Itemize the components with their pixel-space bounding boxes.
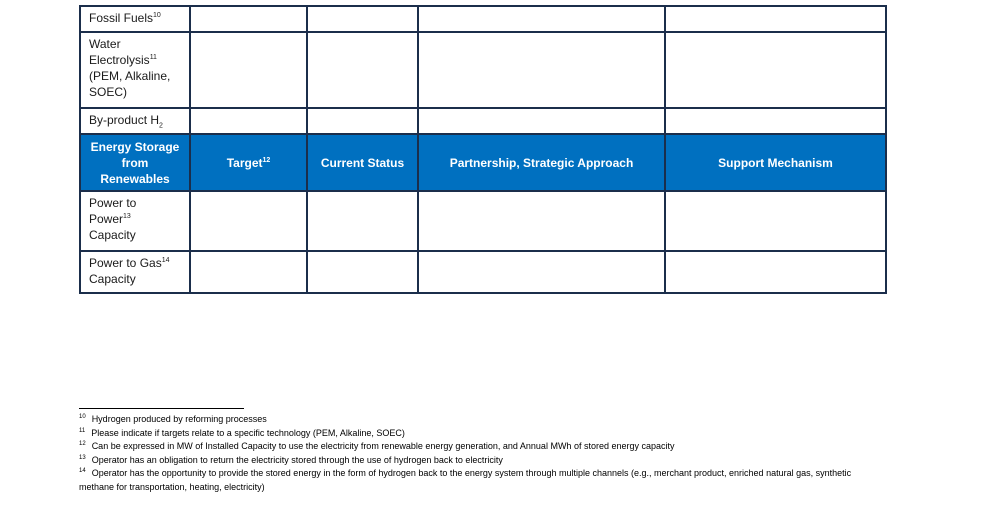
table-header-row	[80, 134, 886, 191]
row-label-water-electrolysis: Water Electrolysis$^{11}$ (PEM, Alkaline, SOEC)	[80, 32, 190, 108]
table-cell	[190, 191, 307, 251]
row-label-fossil-fuels: Fossil Fuels$^{10}$	[80, 6, 190, 32]
table-cell	[665, 32, 886, 108]
row-label-by-product-h2: By-product $H_2$	[80, 108, 190, 134]
table-cell	[190, 6, 307, 32]
footnote-12: $^{12}$ Can be expressed in MW of Installed Capacity to use the electricity from renewable energy generation, and Annual MWh of stored energy capacity	[79, 441, 675, 451]
table-row-water-electrolysis	[80, 32, 886, 108]
table-cell	[665, 6, 886, 32]
table-cell	[665, 251, 886, 293]
footnote-14: $^{14}$ Operator has the opportunity to provide the stored energy in the form of hydrogen back to the energy system through multiple channels (e.g., merchant product, enriched natural gas, synthetic methane for transportation, heating, electricity)	[79, 468, 852, 492]
table-row-power-to-gas	[80, 251, 886, 293]
footnotes	[79, 408, 879, 494]
table-cell	[190, 32, 307, 108]
table-row-fossil-fuels	[80, 6, 886, 32]
footnote-divider	[79, 408, 244, 409]
table-cell	[665, 108, 886, 134]
table-row-power-to-power	[80, 191, 886, 251]
table-cell	[307, 32, 418, 108]
row-label-power-to-power: Power to Power$^{13}$ Capacity	[80, 191, 190, 251]
table-cell	[307, 191, 418, 251]
header-partnership: Partnership, Strategic Approach	[418, 134, 665, 191]
table-cell	[418, 251, 665, 293]
hydrogen-targets-table	[79, 5, 887, 294]
footnote-11: $^{11}$ Please indicate if targets relate to a specific technology (PEM, Alkaline, SOEC)	[79, 427, 405, 438]
header-energy-storage: Energy Storage from Renewables	[80, 134, 190, 191]
header-current-status: Current Status	[307, 134, 418, 191]
table-cell	[418, 32, 665, 108]
table-cell	[307, 6, 418, 32]
table-cell	[307, 108, 418, 134]
table-cell	[190, 251, 307, 293]
table-row-by-product-h2	[80, 108, 886, 134]
table-cell	[418, 6, 665, 32]
table-cell	[418, 191, 665, 251]
table-cell	[190, 108, 307, 134]
footnote-13: $^{13}$ Operator has an obligation to return the electricity stored through the use of hydrogen back to electricity	[79, 454, 503, 465]
footnote-10: $^{10}$ Hydrogen produced by reforming processes	[79, 414, 267, 424]
table-cell	[418, 108, 665, 134]
header-support-mechanism: Support Mechanism	[665, 134, 886, 191]
header-target: Target$^{12}$	[190, 134, 307, 191]
table-cell	[307, 251, 418, 293]
table-cell	[665, 191, 886, 251]
row-label-power-to-gas: Power to Gas$^{14}$ Capacity	[80, 251, 190, 293]
